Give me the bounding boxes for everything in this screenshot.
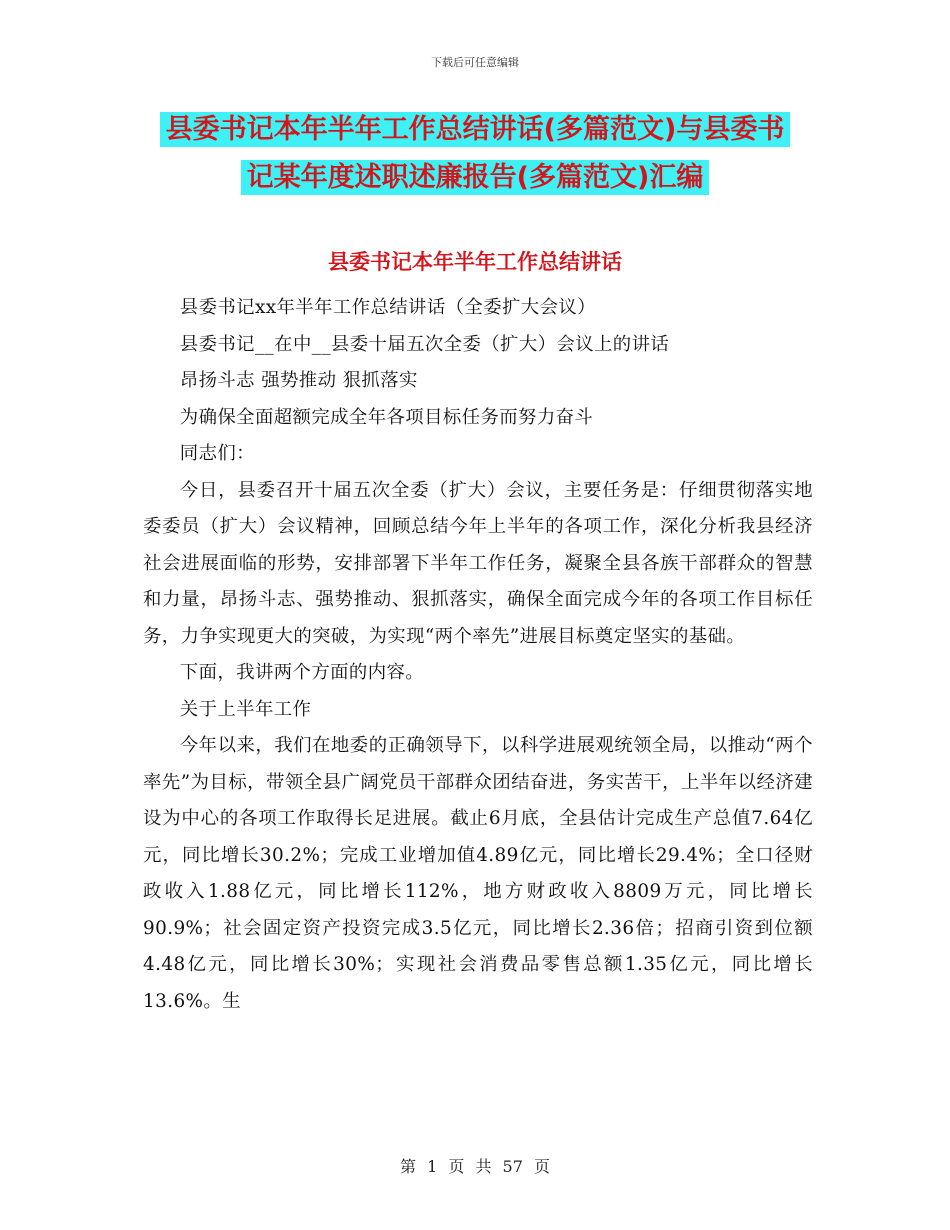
paragraph-speaker: 县委书记__在中__县委十届五次全委（扩大）会议上的讲话 (179, 333, 670, 355)
paragraph-salutation: 同志们： (179, 443, 255, 464)
section-title: 县委书记本年半年工作总结讲话 (328, 250, 622, 274)
page-footer: 第 1 页 共 57 页 (400, 1157, 550, 1176)
title-highlight-2: 记某年度述职述廉报告(多篇范文)汇编 (241, 160, 710, 195)
paragraph-outline: 下面，我讲两个方面的内容。 (179, 662, 425, 683)
document-title (0, 106, 950, 202)
document-body (143, 290, 813, 1020)
paragraph-theme: 为确保全面超额完成全年各项目标任务而努力奋斗 (179, 406, 594, 428)
paragraph-heading: 关于上半年工作 (179, 698, 312, 720)
paragraph-achievements: 今年以来，我们在地委的正确领导下，以科学进展观统领全局，以推动“两个率先”为目标，带领全县广阔党员干部群众团结奋进，务实苦干，上半年以经济建设为中心的各项工作取得长足进展。截止6月底，全县估计完成生产总值7.64亿元，同比增长30.2%；完成工业增加值4.89亿元，同比增长29.4%；全口径财政收入1.88亿元，同比增长112%，地方财政收入8809万元，同比增长90.9%；社会固定资产投资完成3.5亿元，同比增长2.36倍；招商引资到位额4.48亿元，同比增长30%；实现社会消费品零售总额1.35亿元，同比增长13.6%。生 (143, 735, 813, 1012)
title-highlight-1: 县委书记本年半年工作总结讲话(多篇范文)与县委书 (160, 112, 791, 147)
paragraph-intro: 今日，县委召开十届五次全委（扩大）会议，主要任务是：仔细贯彻落实地委委员（扩大）会议精神，回顾总结今年上半年的各项工作，深化分析我县经济社会进展面临的形势，安排部署下半年工作任务，凝聚全县各族干部群众的智慧和力量，昂扬斗志、强势推动、狠抓落实，确保全面完成今年的各项工作目标任务，力争实现更大的突破，为实现“两个率先”进展目标奠定坚实的基础。 (143, 479, 813, 647)
document-title-line-1 (0, 106, 950, 154)
paragraph-slogan: 昂扬斗志 强势推动 狠抓落实 (179, 370, 418, 391)
header-note: 下载后可任意编辑 (431, 56, 519, 69)
paragraph-subtitle: 县委书记xx年半年工作总结讲话（全委扩大会议） (179, 297, 596, 318)
document-title-line-2 (0, 154, 950, 202)
